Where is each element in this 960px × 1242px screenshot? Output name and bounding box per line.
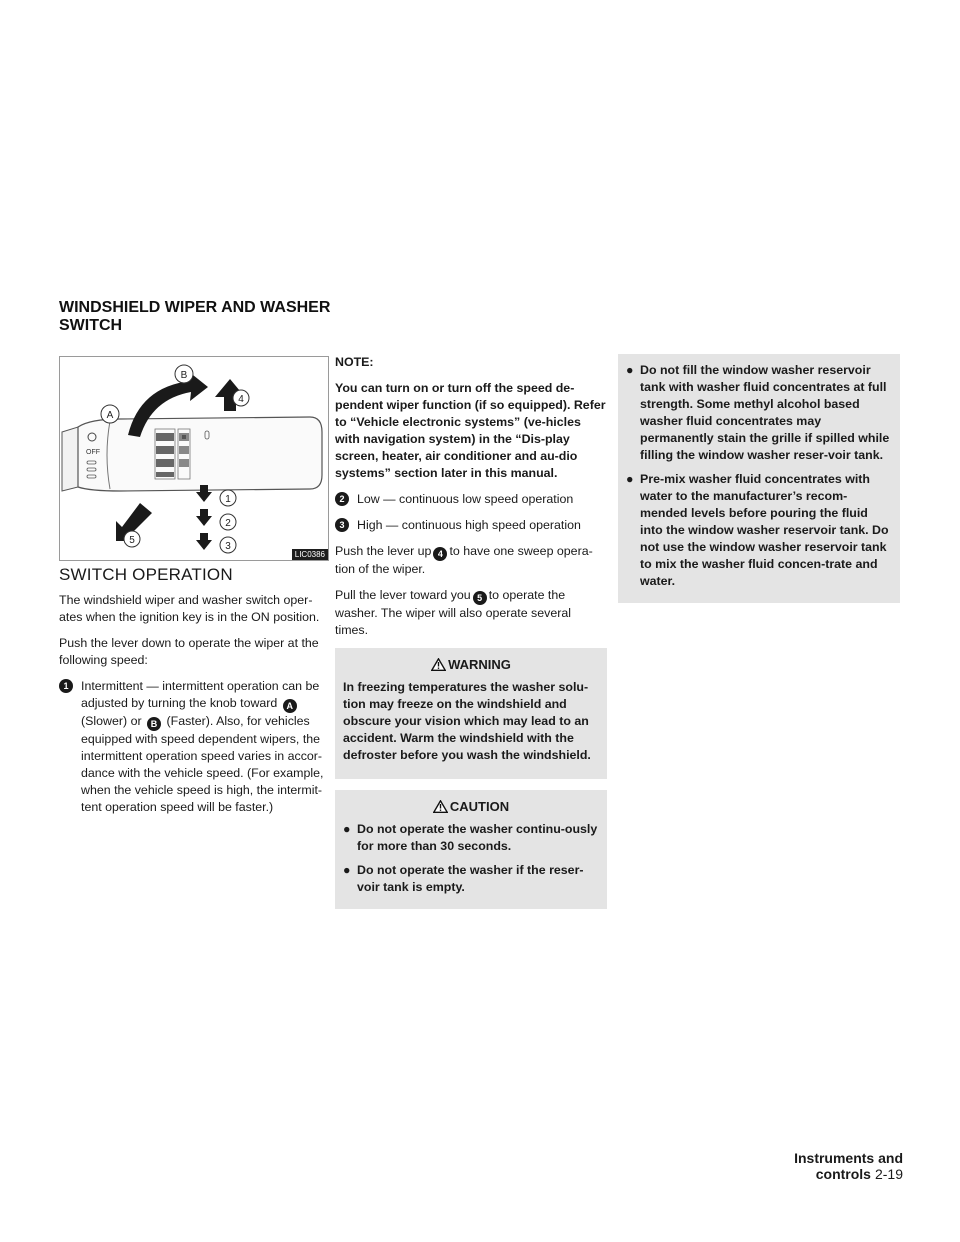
label-5: 5: [129, 535, 135, 546]
label-b-ref: B: [147, 717, 161, 731]
caution-triangle-icon: [433, 800, 448, 813]
wiper-switch-figure: [59, 356, 329, 561]
caution-bullet: ● Do not fill the window washer reservoir tank with washer fluid concentrates at full strength. Some methyl alcohol based washer fluid concentrates may permanently stain the grille if spilled while filling the window washer reser-voir tank.: [626, 363, 890, 462]
label-5-ref: 5: [473, 591, 487, 605]
paragraph-push-up: Push the lever up 4 to have one sweep opera-tion of the wiper.: [335, 544, 593, 576]
step-number: 1: [59, 679, 73, 693]
figure-code: LIC0386: [292, 549, 328, 560]
label-4-ref: 4: [433, 547, 447, 561]
caution-bullet: ● Do not operate the washer if the reser-voir tank is empty.: [343, 863, 584, 894]
label-b: B: [180, 370, 188, 381]
warning-triangle-icon: [431, 658, 446, 671]
off-label: OFF: [86, 449, 100, 456]
wiper-switch-diagram: [60, 357, 328, 560]
knob-ridge: [156, 472, 174, 477]
warning-header: WARNING: [343, 656, 599, 673]
footer-section: Instruments and controls: [794, 1150, 903, 1182]
paragraph: The windshield wiper and washer switch oper-ates when the ignition key is in the ON position.: [59, 593, 320, 624]
section-title: WINDSHIELD WIPER AND WASHER SWITCH: [59, 299, 331, 334]
note-text: You can turn on or turn off the speed de-pendent wiper function (if so equipped). Refer to “Vehicle electronic systems” (ve-hicles with navigation system) in the “Dis-play screen, heater, air conditioner and au-dio systems” section later in this manual.: [335, 381, 606, 480]
step-number: 2: [335, 492, 349, 506]
arrow-down-3-icon: [196, 533, 212, 550]
lever-body: [78, 417, 322, 491]
switch-operation-heading: SWITCH OPERATION: [59, 565, 233, 584]
caution-bullet: ● Do not operate the washer continu-ously for more than 30 seconds.: [343, 822, 598, 853]
arrow-down-2-icon: [196, 509, 212, 526]
column-2: [335, 354, 607, 920]
label-4: 4: [238, 394, 244, 405]
item-intermittent: 1 Intermittent — intermittent operation can be adjusted by turning the knob toward A (Slower) or B (Faster). Also, for vehicles equipped with speed dependent wipers, the intermittent operation speed varies in accor-dance with the vehicle speed. (For example, when the vehicle speed is high, the intermit-tent operation speed will be faster.): [59, 678, 329, 816]
column-3: [618, 354, 900, 614]
caution-header: CAUTION: [343, 798, 599, 815]
column-1: [59, 566, 329, 825]
knob-ridge: [156, 446, 174, 454]
label-a-ref: A: [283, 699, 297, 713]
label-1: 1: [225, 494, 231, 505]
warning-text: In freezing temperatures the washer solu-tion may freeze on the windshield and obscure your vision which may lead to an accident. Warm the windshield with the defroster before you wash the windshield.: [343, 680, 591, 762]
label-3: 3: [225, 541, 231, 552]
item-low: 2 Low — continuous low speed operation: [335, 491, 607, 508]
step-number: 3: [335, 518, 349, 532]
item-high: 3 High — continuous high speed operation: [335, 517, 607, 534]
knob-ridge: [156, 433, 174, 441]
knob-ridge: [156, 459, 174, 467]
paragraph-pull-toward: Pull the lever toward you 5 to operate the washer. The wiper will also operate several times.: [335, 588, 571, 637]
page-number: 2-19: [874, 1166, 903, 1182]
caution-continued-box: [618, 354, 900, 603]
lever-end-cap: [62, 427, 78, 491]
caution-box: [335, 790, 607, 909]
label-2: 2: [225, 518, 231, 529]
paragraph: Push the lever down to operate the wiper at the following speed:: [59, 636, 319, 667]
warning-box: [335, 648, 607, 779]
label-a: A: [106, 410, 114, 421]
page-footer: [723, 1150, 903, 1182]
note-label: NOTE:: [335, 355, 374, 369]
caution-bullet: ● Pre-mix washer fluid concentrates with water to the manufacturer’s recom-mended levels before pouring the fluid into the window washer reservoir tank. Do not use the window washer reservoir tank to mix the washer fluid concen-trate and water.: [626, 472, 889, 588]
